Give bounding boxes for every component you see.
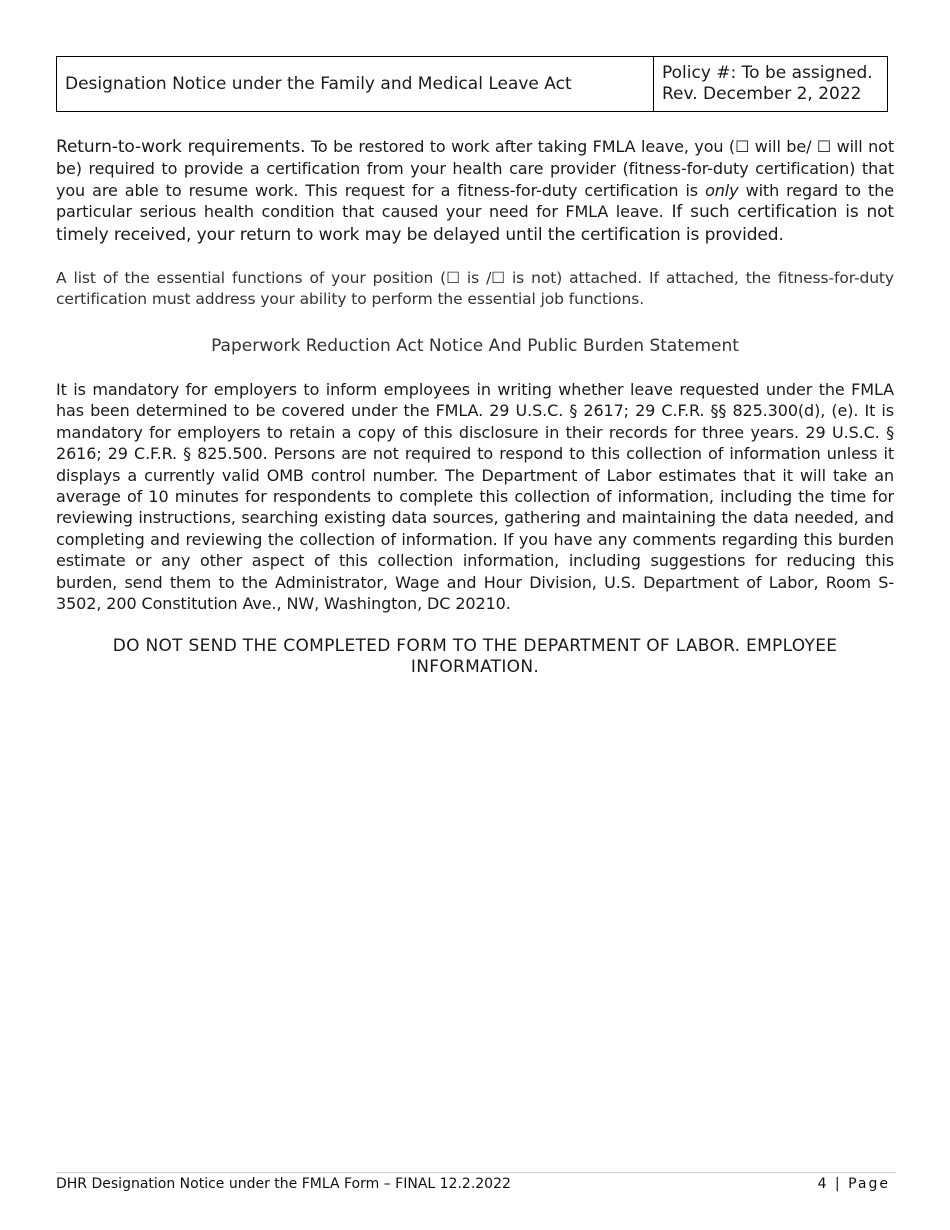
essential-functions-paragraph: A list of the essential functions of your position (☐ is /☐ is not) attached. If attached, the fitness-for-duty certification must address your ability to perform the essential job functions. <box>56 269 894 309</box>
return-to-work-heading: Return-to-work requirements. <box>56 137 306 157</box>
only-emphasis: only <box>705 180 739 200</box>
pra-body: It is mandatory for employers to inform employees in writing whether leave requested under the FMLA has been determined to be covered under the FMLA. 29 U.S.C. § 2617; 29 C.F.R. §§ 825.300(d), (e). It is mandatory for employers to retain a copy of this disclosure in their records for three years. 29 U.S.C. § 2616; 29 C.F.R. § 825.500. Persons are not required to respond to this collection of information unless it displays a currently valid OMB control number. The Department of Labor estimates that it will take an average of 10 minutes for respondents to complete this collection of information, including the time for reviewing instructions, searching existing data sources, gathering and maintaining the data needed, and completing and reviewing the collection of information. If you have any comments regarding this burden estimate or any other aspect of this collection information, including suggestions for reducing this burden, send them to the Administrator, Wage and Hour Division, U.S. Department of Labor, Room S-3502, 200 Constitution Ave., NW, Washington, DC 20210. <box>56 380 894 614</box>
policy-number: Policy #: To be assigned. <box>662 63 873 83</box>
footer-page-number: 4 | Page <box>817 1176 890 1192</box>
do-not-send-notice: DO NOT SEND THE COMPLETED FORM TO THE DEPARTMENT OF LABOR. EMPLOYEE INFORMATION. <box>112 636 838 677</box>
pra-title: Paperwork Reduction Act Notice And Public Burden Statement <box>211 336 739 356</box>
footer-divider <box>56 1172 896 1173</box>
header-table <box>56 56 888 112</box>
return-to-work-tail: If such certification is not timely received, your return to work may be delayed until the certification is provided. <box>56 202 895 245</box>
footer-form-name: DHR Designation Notice under the FMLA Form – FINAL 12.2.2022 <box>56 1176 511 1192</box>
return-to-work-text-2: with regard to the particular serious health condition that caused your need for FMLA leave. <box>56 180 894 222</box>
return-to-work-paragraph <box>56 136 894 246</box>
return-to-work-text-1: To be restored to work after taking FMLA leave, you (☐ will be/ ☐ will not be) required to provide a certification from your health care provider (fitness-for-duty certification) that you are able to resume work. This request for a fitness-for-duty certification is <box>56 137 894 200</box>
revision-date: Rev. December 2, 2022 <box>662 84 862 104</box>
document-title: Designation Notice under the Family and Medical Leave Act <box>57 57 654 111</box>
policy-info <box>654 57 887 111</box>
